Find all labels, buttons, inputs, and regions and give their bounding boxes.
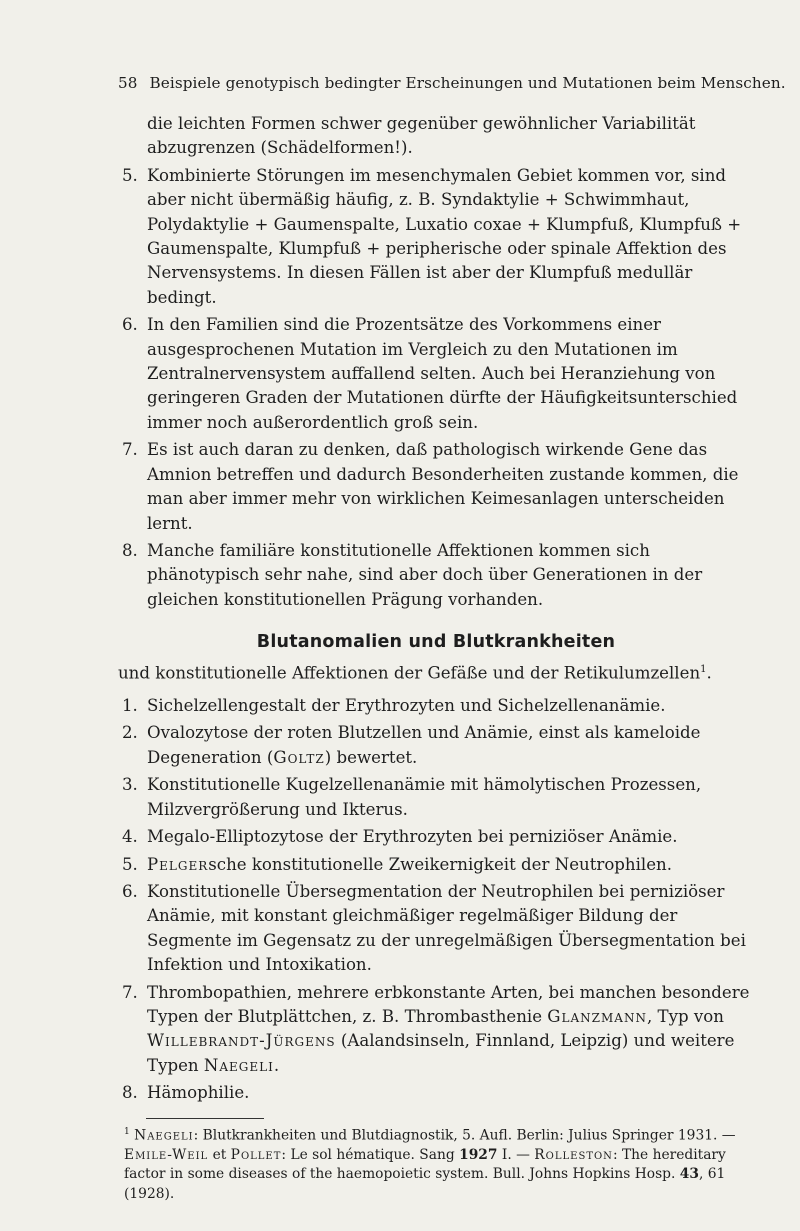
page-number: 58 — [118, 74, 138, 92]
item-text: Kombinierte Störungen im mesenchymalen Gebiet kommen vor, sind aber nicht übermäßig häufig, z. B. Syndaktylie + Schwimmhaut, Polydaktylie + Gaumenspalte, Luxatio coxae + Klumpfuß, Klumpfuß + Gaumenspalte, Klumpfuß + peripherische oder spinale Affektion des Nervensystems. In diesen Fällen ist aber der Klumpfuß medullär bedingt. — [147, 165, 742, 307]
author-name: Naegeli — [134, 1127, 194, 1144]
item-number: 5. — [122, 854, 138, 874]
item-text: Megalo-Elliptozytose der Erythrozyten bei perniziöser Anämie. — [147, 827, 678, 847]
item-number: 6. — [122, 881, 138, 901]
item-text: Es ist auch daran zu denken, daß pathologisch wirkende Gene das Amnion betreffen und dadurch Besonderheiten zustande kommen, die man aber immer mehr von wirklichen Keimesanlagen unterscheiden lernt. — [147, 440, 739, 533]
item-number: 8. — [122, 540, 138, 560]
item-number: 6. — [122, 315, 138, 335]
footnote — [122, 1123, 750, 1205]
author-name: Emile-Weil — [124, 1146, 209, 1163]
item-text: (Aalandsinseln, Finnland, Leipzig) und weitere Typen — [147, 1031, 735, 1075]
list-item — [122, 880, 750, 978]
item-number: 5. — [122, 165, 138, 185]
subtitle-text: und konstitutionelle Affektionen der Gefäße und der Retikulumzellen — [118, 663, 701, 683]
author-name: Glanzmann — [547, 1006, 647, 1026]
item-number: 7. — [122, 440, 138, 460]
item-text: Sichelzellengestalt der Erythrozyten und Sichelzellenanämie. — [147, 696, 666, 716]
item-number: 3. — [122, 775, 138, 795]
item-text: ) bewertet. — [324, 747, 418, 767]
item-text: Manche familiäre konstitutionelle Affektionen kommen sich phänotypisch sehr nahe, sind aber doch über Generationen in der gleichen konstitutionellen Prägung vorhanden. — [147, 540, 703, 609]
list-item — [122, 164, 750, 310]
list-item — [122, 773, 750, 822]
footnote-number: 1 — [124, 1126, 130, 1137]
footnote-divider — [146, 1118, 264, 1119]
volume-year: 1927 — [459, 1146, 498, 1163]
item-text: In den Familien sind die Prozentsätze des Vorkommens einer ausgesprochenen Mutation im Vergleich zu den Mutationen im Zentralnervensystem auffallend selten. Auch bei Heranziehung von geringeren Graden der Mutationen dürfte der Häufigkeitsunterschied immer noch außerordentlich groß sein. — [147, 315, 738, 432]
list-item — [122, 313, 750, 435]
list-item — [122, 1081, 750, 1105]
item-text: Hämophilie. — [147, 1083, 250, 1103]
item-text: Thrombopathien, mehrere erbkonstante Arten, bei manchen besondere Typen der Blutplättchen, z. B. Thrombasthenie — [147, 982, 750, 1026]
item-number: 7. — [122, 982, 138, 1002]
footnote-text: : The hereditary factor in some diseases of the haemopoietic system. Bull. Johns Hopkins Hosp. — [124, 1146, 726, 1183]
author-name: Pollet — [230, 1146, 282, 1163]
item-text: sche konstitutionelle Zweikernigkeit der Neutrophilen. — [208, 854, 673, 874]
author-name: Goltz — [273, 747, 325, 767]
footnote-text: et — [208, 1146, 231, 1163]
item-text: , Typ von — [646, 1006, 724, 1026]
item-number: 8. — [122, 1083, 138, 1103]
list-blood-anomalies — [122, 694, 750, 1106]
section-title: Blutanomalien und Blutkrankheiten — [256, 632, 616, 653]
item-text: Konstitutionelle Kugelzellenanämie mit hämolytischen Prozessen, Milzvergrößerung und Ikterus. — [147, 775, 702, 819]
list-item — [122, 694, 750, 718]
author-name: Willebrandt-Jürgens — [147, 1031, 336, 1051]
item-number: 2. — [122, 723, 138, 743]
page-body — [118, 112, 750, 1205]
item-number: 1. — [122, 696, 138, 716]
list-item — [122, 438, 750, 536]
author-name: Pelger — [147, 854, 209, 874]
footnote-text: I. — — [497, 1146, 535, 1163]
running-title: Beispiele genotypisch bedingter Erscheinungen und Mutationen beim Menschen. — [149, 74, 786, 92]
list-item — [122, 825, 750, 849]
item-text: . — [273, 1055, 280, 1075]
item-number: 4. — [122, 827, 138, 847]
author-name: Naegeli — [203, 1055, 274, 1075]
author-name: Rolleston — [534, 1146, 613, 1163]
list-item — [122, 721, 750, 770]
item-text: Ovalozytose der roten Blutzellen und Anämie, einst als kameloide Degeneration ( — [147, 723, 701, 767]
list-constitutional-notes — [122, 164, 750, 612]
list-item — [122, 539, 750, 612]
footnote-text: : Blutkrankheiten und Blutdiagnostik, 5. Aufl. Berlin: Julius Springer 1931. — — [193, 1127, 736, 1144]
footnote-marker: 1 — [700, 664, 707, 676]
item-text: Konstitutionelle Übersegmentation der Neutrophilen bei perniziöser Anämie, mit konstant gleichmäßiger regelmäßiger Bildung der Segmente im Gegensatz zu der unregelmäßigen Übersegmentation bei Infektion und Intoxikation. — [147, 881, 746, 975]
list-item — [122, 981, 750, 1079]
footnote-text: , 61 (1928). — [124, 1166, 726, 1202]
intro-continuation: die leichten Formen schwer gegenüber gewöhnlicher Variabilität abzugrenzen (Schädelformen!). — [147, 114, 696, 158]
list-item — [122, 853, 750, 877]
volume-number: 43 — [679, 1166, 699, 1183]
footnote-text: : Le sol hématique. Sang — [281, 1146, 460, 1163]
running-header — [118, 74, 786, 92]
section-subtitle: und konstitutionelle Affektionen der Gefäße und der Retikulumzellen$^1$. — [118, 663, 712, 683]
